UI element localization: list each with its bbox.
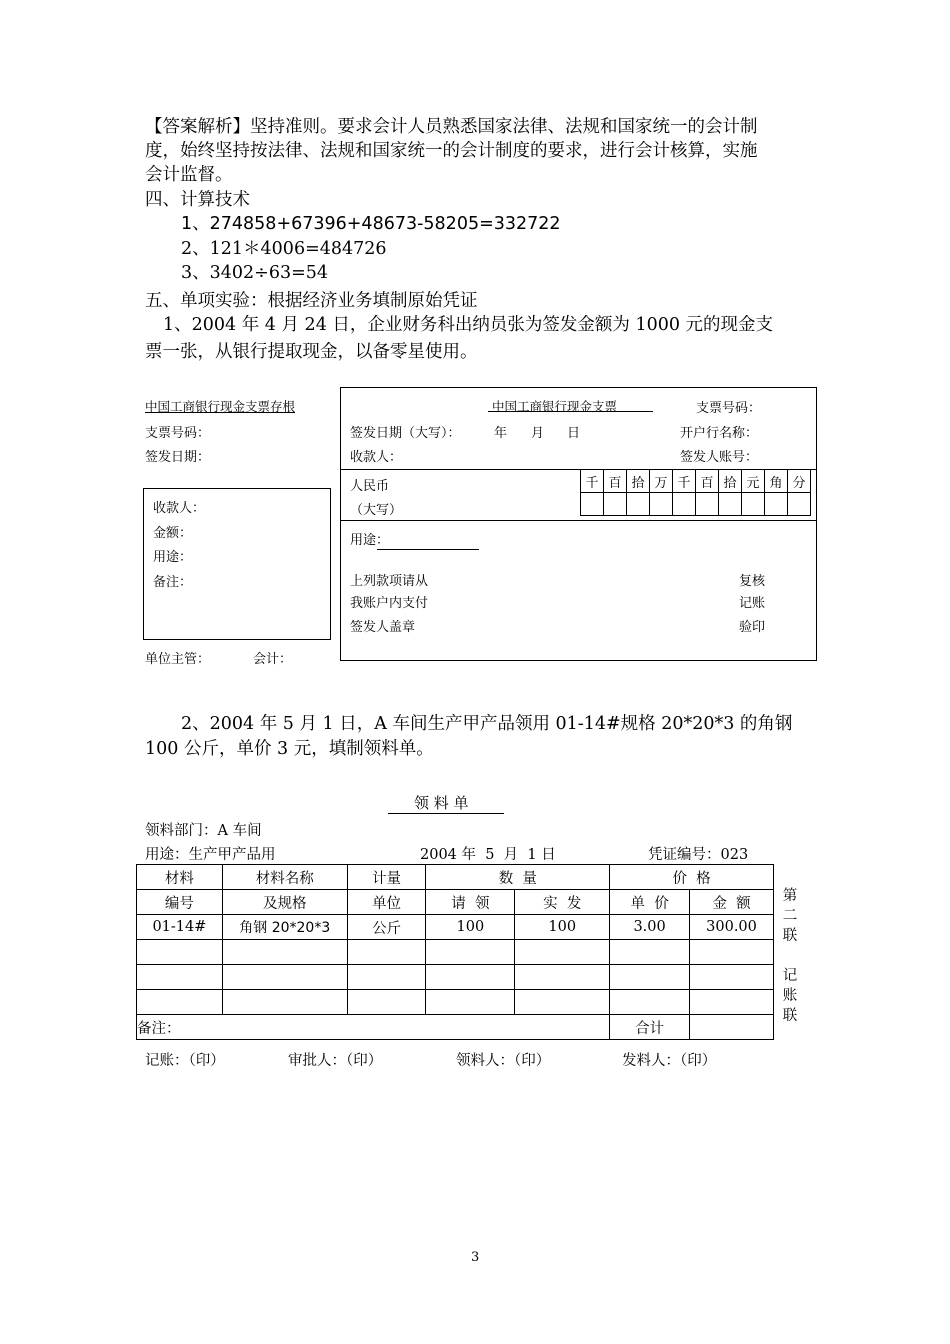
digit-header-fen: 分 <box>788 470 811 493</box>
digit-header-wan: 万 <box>650 470 673 493</box>
digit-header-bai-2: 百 <box>696 470 719 493</box>
requisition-title: 领 料 单 <box>414 794 469 812</box>
check-divider-2 <box>340 520 817 521</box>
header-unit-price: 单 价 <box>610 890 690 915</box>
check-purpose-line <box>377 549 479 550</box>
table-row <box>137 940 774 965</box>
stub-purpose: 用途： <box>153 550 193 565</box>
digit-cell[interactable] <box>604 493 627 516</box>
digit-cell[interactable] <box>627 493 650 516</box>
digit-header-bai: 百 <box>604 470 627 493</box>
stub-title: 中国工商银行现金支票存根 <box>145 399 296 414</box>
header-code-2: 编号 <box>137 890 223 915</box>
digit-cell[interactable] <box>788 493 811 516</box>
digit-header-qian: 千 <box>581 470 604 493</box>
digit-header-shi-2: 拾 <box>719 470 742 493</box>
requisition-voucher-no: 凭证编号：023 <box>648 847 749 863</box>
check-year: 年 <box>494 426 508 441</box>
cell-total-label: 合计 <box>610 1015 690 1040</box>
cell-amount: 300.00 <box>690 915 774 940</box>
question1-line-2: 票一张，从银行提取现金，以备零星使用。 <box>145 342 478 362</box>
digit-cell[interactable] <box>673 493 696 516</box>
digit-header-jiao: 角 <box>765 470 788 493</box>
cell-code: 01-14# <box>137 915 223 940</box>
check-bank-name: 开户行名称： <box>680 426 759 441</box>
cell-issued: 100 <box>515 915 610 940</box>
stub-payee: 收款人： <box>153 501 206 516</box>
table-row <box>137 990 774 1015</box>
answer-line-3: 会计监督。 <box>145 165 233 185</box>
check-payee: 收款人： <box>350 450 403 465</box>
digit-header-shi: 拾 <box>627 470 650 493</box>
calc-item-2: 2、121＊4006=484726 <box>181 239 387 259</box>
check-purpose: 用途： <box>350 533 390 548</box>
side-copy-label: 第二联 <box>782 888 798 944</box>
signature-receiver: 领料人：（印） <box>456 1053 551 1069</box>
question2-line-2: 100 公斤，单价 3 元，填制领料单。 <box>145 739 434 759</box>
digit-cell[interactable] <box>742 493 765 516</box>
requisition-title-underline <box>388 813 504 814</box>
check-bookkeeping: 记账 <box>739 596 766 611</box>
cell-requested: 100 <box>426 915 515 940</box>
check-drawer-seal: 签发人盖章 <box>350 620 416 635</box>
check-review: 复核 <box>739 574 766 589</box>
check-daxie: （大写） <box>350 503 403 518</box>
digit-cell[interactable] <box>765 493 788 516</box>
cell-remarks: 备注： <box>137 1015 610 1040</box>
side-type-label: 记账联 <box>782 968 798 1024</box>
signature-approver: 审批人：（印） <box>288 1053 383 1069</box>
check-drawer-account: 签发人账号： <box>680 450 759 465</box>
check-month: 月 <box>531 426 545 441</box>
stub-issue-date: 签发日期： <box>145 450 211 465</box>
header-amount: 金 额 <box>690 890 774 915</box>
header-name-2: 及规格 <box>222 890 347 915</box>
check-rmb: 人民币 <box>350 479 390 494</box>
check-pay-line-1: 上列款项请从 <box>350 574 429 589</box>
requisition-dept: 领料部门：A 车间 <box>145 823 262 839</box>
check-day: 日 <box>567 426 581 441</box>
table-row <box>137 915 774 940</box>
signature-bookkeeping: 记账：（印） <box>145 1053 225 1069</box>
page-number: 3 <box>471 1250 480 1265</box>
header-price: 价 格 <box>610 865 774 890</box>
cell-unit: 公斤 <box>347 915 426 940</box>
section5-title: 五、单项实验：根据经济业务填制原始凭证 <box>145 291 478 311</box>
digit-header-yuan: 元 <box>742 470 765 493</box>
amount-digit-grid <box>580 469 811 516</box>
cell-price: 3.00 <box>610 915 690 940</box>
signature-issuer: 发料人：（印） <box>622 1053 717 1069</box>
header-quantity: 数 量 <box>426 865 610 890</box>
check-title: 中国工商银行现金支票 <box>492 399 618 414</box>
stub-supervisor: 单位主管： <box>145 652 211 667</box>
question2-line-1: 2、2004 年 5 月 1 日，A 车间生产甲产品领用 01-14#规格 20*20*3 的角钢 <box>181 714 793 734</box>
digit-cell[interactable] <box>696 493 719 516</box>
check-no: 支票号码： <box>696 401 762 416</box>
digit-cell[interactable] <box>581 493 604 516</box>
digit-cell[interactable] <box>650 493 673 516</box>
stub-accountant: 会计： <box>253 652 293 667</box>
check-pay-line-2: 我账户内支付 <box>350 596 429 611</box>
answer-line-2: 度，始终坚持按法律、法规和国家统一的会计制度的要求，进行会计核算，实施 <box>145 141 758 161</box>
header-unit-1: 计量 <box>347 865 426 890</box>
calc-item-3: 3、3402÷63=54 <box>181 263 329 283</box>
requisition-date: 2004 年 5 月 1 日 <box>420 847 556 863</box>
digit-cell[interactable] <box>719 493 742 516</box>
stub-amount: 金额： <box>153 526 193 541</box>
header-unit-2: 单位 <box>347 890 426 915</box>
requisition-table <box>136 864 774 1040</box>
header-code-1: 材料 <box>137 865 223 890</box>
requisition-use: 用途：生产甲产品用 <box>145 847 276 863</box>
header-name-1: 材料名称 <box>222 865 347 890</box>
table-row <box>137 965 774 990</box>
check-seal-verify: 验印 <box>739 620 766 635</box>
cell-total-value <box>690 1015 774 1040</box>
check-title-underline <box>488 411 653 412</box>
section4-title: 四、计算技术 <box>145 190 250 210</box>
header-qty-requested: 请 领 <box>426 890 515 915</box>
question1-line-1: 1、2004 年 4 月 24 日，企业财务科出纳员张为签发金额为 1000 元的现金支 <box>163 315 774 335</box>
stub-check-no: 支票号码： <box>145 426 211 441</box>
digit-header-qian-2: 千 <box>673 470 696 493</box>
header-qty-issued: 实 发 <box>515 890 610 915</box>
cell-name: 角钢 20*20*3 <box>222 915 347 940</box>
stub-remarks: 备注： <box>153 575 193 590</box>
answer-line-1: 【答案解析】坚持准则。要求会计人员熟悉国家法律、法规和国家统一的会计制 <box>145 117 758 137</box>
check-issue-date: 签发日期（大写）： <box>350 426 461 441</box>
calc-item-1: 1、274858+67396+48673-58205=332722 <box>181 214 561 234</box>
